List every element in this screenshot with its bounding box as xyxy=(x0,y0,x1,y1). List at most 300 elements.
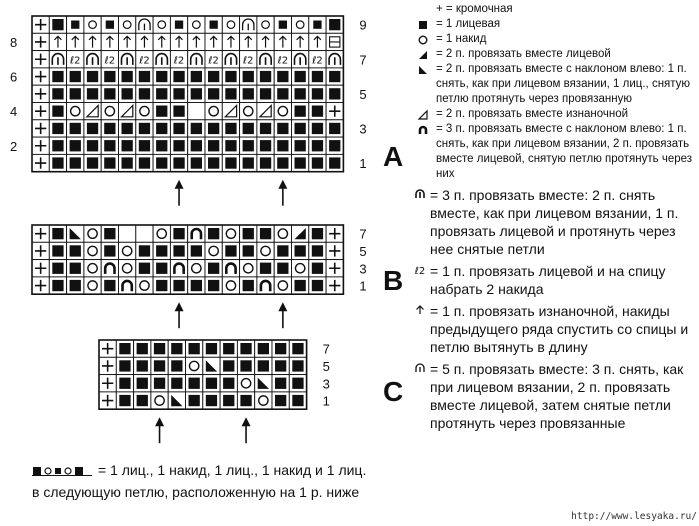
filled-square-icon xyxy=(292,360,303,371)
filled-square-icon xyxy=(243,123,254,134)
filled-square-icon xyxy=(156,88,167,99)
filled-square-icon xyxy=(277,123,288,134)
chart-cell xyxy=(257,16,274,33)
filled-square-icon xyxy=(52,280,63,291)
filled-square-icon xyxy=(312,245,323,256)
filled-square-icon xyxy=(208,157,219,168)
filled-square-icon xyxy=(173,88,184,99)
filled-square-icon xyxy=(277,88,288,99)
legend-item xyxy=(410,302,697,356)
filled-square-icon xyxy=(52,157,63,168)
filled-square-icon xyxy=(295,157,306,168)
filled-square-icon xyxy=(122,71,133,82)
filled-square-icon xyxy=(260,140,271,151)
two-loops-icon: ℓ2 xyxy=(139,55,150,67)
legend-item xyxy=(410,62,697,107)
filled-square-icon xyxy=(191,245,202,256)
filled-square-icon xyxy=(295,245,306,256)
legend-item xyxy=(410,47,697,62)
repeat-arrow-head xyxy=(175,302,184,311)
legend-item xyxy=(410,360,697,432)
filled-square-icon xyxy=(277,157,288,168)
chart-cell xyxy=(292,260,309,277)
filled-square-icon xyxy=(122,88,133,99)
filled-square-icon xyxy=(258,343,269,354)
repeat-arrow-head xyxy=(155,417,164,426)
chart-cell xyxy=(119,260,136,277)
filled-square-icon xyxy=(260,228,271,239)
filled-square-icon xyxy=(243,88,254,99)
legend-text: = 3 п. провязать вместе: 2 п. снять вместе, как при лицевом вязании, 1 п. провязать лицевой и протянуть через нее снятые петли xyxy=(430,187,679,257)
up-arrow-icon xyxy=(410,302,430,317)
chart-cell xyxy=(292,225,309,242)
filled-square-icon xyxy=(156,263,167,274)
filled-square-icon xyxy=(119,360,130,371)
legend-text: = 2 п. провязать вместе лицевой xyxy=(436,48,611,60)
two-loops-icon: ℓ2 xyxy=(70,55,81,67)
filled-square-icon xyxy=(191,140,202,151)
filled-square-icon xyxy=(295,88,306,99)
chart-cell xyxy=(222,16,239,33)
row-number: 3 xyxy=(322,376,330,392)
filled-square-icon xyxy=(87,88,98,99)
chart-cell xyxy=(168,392,185,409)
filled-square-icon xyxy=(292,395,303,406)
legend-text: = 2 п. провязать вместе изнаночной xyxy=(436,108,629,120)
filled-square-icon xyxy=(312,123,323,134)
chart-cell xyxy=(188,225,205,242)
row-number: 2 xyxy=(10,138,18,154)
chart-B xyxy=(32,225,403,328)
filled-square-icon xyxy=(208,263,219,274)
row-number: 8 xyxy=(10,34,18,50)
chart-cell xyxy=(151,392,168,409)
legend-text: = 1 накид xyxy=(436,33,487,45)
chart-cell xyxy=(188,260,205,277)
two-loops-icon: ℓ2 xyxy=(104,55,116,67)
filled-square-icon xyxy=(122,123,133,134)
circle-icon xyxy=(410,32,436,47)
filled-square-icon xyxy=(173,106,184,117)
row-number: 7 xyxy=(359,226,367,242)
filled-square-icon xyxy=(260,71,271,82)
filled-square-icon xyxy=(70,123,81,134)
filled-square-icon xyxy=(52,88,63,99)
triangle-left-icon xyxy=(410,62,436,77)
filled-square-icon xyxy=(189,343,200,354)
row-number: 7 xyxy=(359,52,367,68)
filled-square-icon xyxy=(154,360,165,371)
filled-square-icon xyxy=(87,71,98,82)
filled-square-icon xyxy=(139,140,150,151)
filled-square-icon xyxy=(191,157,202,168)
filled-square-icon xyxy=(295,123,306,134)
filled-square-icon xyxy=(191,88,202,99)
filled-square-icon xyxy=(225,88,236,99)
filled-square-icon xyxy=(139,123,150,134)
two-loops-icon: ℓ2 xyxy=(277,55,289,67)
filled-square-icon xyxy=(70,263,81,274)
repeat-arrow-head xyxy=(242,417,251,426)
filled-square-icon xyxy=(277,263,288,274)
five-decrease-icon xyxy=(410,360,430,375)
chart-cell xyxy=(274,225,291,242)
filled-square-icon xyxy=(243,71,254,82)
filled-square-icon xyxy=(208,88,219,99)
chart-cell xyxy=(67,103,84,120)
filled-square-icon xyxy=(156,280,167,291)
filled-square-icon xyxy=(208,140,219,151)
chart-cell xyxy=(136,277,153,294)
filled-square-icon xyxy=(139,71,150,82)
chart-cell xyxy=(119,242,136,259)
chart-cell xyxy=(84,225,101,242)
filled-square-icon xyxy=(70,280,81,291)
chart-C xyxy=(99,340,403,443)
filled-square-icon xyxy=(70,88,81,99)
filled-square-icon xyxy=(240,360,251,371)
filled-square-icon xyxy=(208,280,219,291)
chart-cell xyxy=(205,103,222,120)
chart-cell xyxy=(84,242,101,259)
filled-square-icon xyxy=(275,378,286,389)
filled-square-icon xyxy=(329,123,340,134)
row-number: 5 xyxy=(359,86,367,102)
chart-cell xyxy=(274,277,291,294)
filled-square-icon xyxy=(70,71,81,82)
legend-text: = 5 п. провязать вместе: 3 п. снять, как при лицевом вязании, 2 п. провязать вместе лицевой, затем снятые петли протянуть через провязанные xyxy=(430,361,684,431)
legend-item xyxy=(410,122,697,182)
filled-square-icon xyxy=(191,123,202,134)
filled-square-icon xyxy=(173,71,184,82)
filled-square-icon xyxy=(52,19,63,30)
chart-cell xyxy=(153,16,170,33)
legend-text: = 1 лицевая xyxy=(436,18,501,30)
circle-icon xyxy=(419,36,427,44)
filled-square-icon xyxy=(223,360,234,371)
legend-item xyxy=(410,262,697,298)
row-number: 5 xyxy=(322,358,330,374)
chart-cell xyxy=(153,225,170,242)
filled-square-icon xyxy=(225,123,236,134)
filled-square-icon xyxy=(208,123,219,134)
row-number: 6 xyxy=(10,69,18,85)
filled-square-icon xyxy=(312,140,323,151)
repeat-arrow-head xyxy=(278,180,287,189)
filled-square-icon xyxy=(243,157,254,168)
filled-square-icon xyxy=(52,123,63,134)
filled-square-icon xyxy=(104,245,115,256)
two-loops-icon xyxy=(410,262,430,277)
filled-square-icon xyxy=(225,245,236,256)
filled-square-icon xyxy=(275,343,286,354)
filled-square-icon xyxy=(171,360,182,371)
triangle-right-icon xyxy=(410,47,436,62)
filled-square-icon xyxy=(173,140,184,151)
filled-square-icon xyxy=(191,280,202,291)
filled-square-icon xyxy=(173,245,184,256)
chart-cell xyxy=(222,225,239,242)
filled-square-icon xyxy=(243,228,254,239)
filled-square-icon xyxy=(243,245,254,256)
small-square-icon xyxy=(210,21,218,29)
filled-square-icon xyxy=(292,378,303,389)
small-square-icon xyxy=(313,21,321,29)
filled-square-icon xyxy=(312,157,323,168)
filled-square-icon xyxy=(223,343,234,354)
legend-text: = 1 п. провязать изнаночной, накиды предыдущего ряда спустить со спицы и петлю вытянуть в длину xyxy=(430,303,689,355)
filled-square-icon xyxy=(295,140,306,151)
small-square-icon xyxy=(279,21,287,29)
two-loops-icon: ℓ2 xyxy=(208,55,219,67)
row-number: 9 xyxy=(359,17,367,33)
chart-A xyxy=(10,16,403,206)
filled-square-icon xyxy=(277,245,288,256)
filled-square-icon xyxy=(52,71,63,82)
filled-square-icon xyxy=(295,280,306,291)
filled-square-icon xyxy=(258,360,269,371)
double-arch-icon xyxy=(416,190,424,198)
row-number: 7 xyxy=(322,341,330,357)
filled-square-icon xyxy=(156,245,167,256)
filled-square-icon xyxy=(87,157,98,168)
repeat-arrow-head xyxy=(278,302,287,311)
filled-square-icon xyxy=(277,71,288,82)
legend-item xyxy=(410,107,697,122)
filled-square-icon xyxy=(243,140,254,151)
up-arrow-icon xyxy=(417,306,424,314)
chart-cell xyxy=(136,225,153,242)
filled-square-icon xyxy=(139,88,150,99)
filled-square-icon xyxy=(277,140,288,151)
row-number: 1 xyxy=(322,393,330,409)
filled-square-icon xyxy=(225,140,236,151)
filled-square-icon xyxy=(173,123,184,134)
filled-square-icon xyxy=(104,123,115,134)
legend-item xyxy=(410,186,697,258)
row-number: 4 xyxy=(10,104,18,120)
chart-cell xyxy=(101,103,118,120)
filled-square-icon xyxy=(119,395,130,406)
legend-item xyxy=(410,2,697,17)
filled-square-icon xyxy=(119,343,130,354)
legend-text: = 1 п. провязать лицевой и на спицу набрать 2 накида xyxy=(430,263,666,297)
filled-square-icon xyxy=(419,21,427,29)
filled-square-icon xyxy=(87,140,98,151)
chart-cell xyxy=(84,16,101,33)
filled-square-icon xyxy=(260,123,271,134)
chart-cell xyxy=(119,277,136,294)
filled-square-icon xyxy=(206,343,217,354)
bottom-note xyxy=(32,459,372,503)
filled-square-icon xyxy=(52,140,63,151)
filled-square-icon xyxy=(139,245,150,256)
arch-icon xyxy=(420,127,426,134)
filled-square-icon xyxy=(312,71,323,82)
watermark: http://www.lesyaka.ru/ xyxy=(571,511,697,522)
filled-square-icon xyxy=(173,228,184,239)
chart-cell xyxy=(67,225,84,242)
chart-cell xyxy=(257,242,274,259)
filled-square-icon xyxy=(122,157,133,168)
two-loops-icon: ℓ2 xyxy=(173,55,185,67)
chart-letter: B xyxy=(383,265,404,296)
chart-cell xyxy=(203,357,220,374)
triangle-outline-icon xyxy=(410,107,436,122)
filled-square-icon xyxy=(260,263,271,274)
filled-square-icon xyxy=(329,140,340,151)
chart-cell xyxy=(170,260,187,277)
filled-square-icon xyxy=(156,106,167,117)
chart-cell xyxy=(205,242,222,259)
filled-square-icon xyxy=(275,395,286,406)
dot-row-icon xyxy=(32,466,94,476)
chart-cell xyxy=(257,277,274,294)
filled-square-icon xyxy=(52,228,63,239)
chart-cell xyxy=(240,103,257,120)
filled-square-icon xyxy=(104,88,115,99)
filled-square-icon xyxy=(329,157,340,168)
filled-square-icon xyxy=(154,378,165,389)
triangle-left-icon xyxy=(419,66,427,74)
filled-square-icon xyxy=(52,263,63,274)
filled-square-icon xyxy=(189,395,200,406)
filled-square-icon xyxy=(292,343,303,354)
filled-square-icon xyxy=(206,395,217,406)
filled-square-icon xyxy=(208,228,219,239)
filled-square-icon xyxy=(240,395,251,406)
filled-square-icon xyxy=(240,343,251,354)
chart-cell xyxy=(186,357,203,374)
two-loops-icon: ℓ2 xyxy=(243,55,254,67)
filled-square-icon xyxy=(70,157,81,168)
filled-square-icon xyxy=(312,280,323,291)
filled-square-icon xyxy=(171,343,182,354)
row-number: 5 xyxy=(359,243,367,259)
filled-square-icon xyxy=(260,157,271,168)
row-number: 3 xyxy=(359,261,367,277)
filled-square-icon xyxy=(225,157,236,168)
filled-square-icon xyxy=(208,71,219,82)
legend-item xyxy=(410,32,697,47)
bottom-note-text: = 1 лиц., 1 накид, 1 лиц., 1 накид и 1 лиц. в следующую петлю, расположенную на 1 р. ниже xyxy=(32,462,367,500)
filled-square-icon xyxy=(189,378,200,389)
filled-square-icon xyxy=(171,378,182,389)
filled-square-icon xyxy=(191,71,202,82)
filled-square-icon xyxy=(137,343,148,354)
chart-cell xyxy=(188,16,205,33)
legend-text: + = кромочная xyxy=(436,3,513,15)
chart-cell xyxy=(136,103,153,120)
filled-square-icon xyxy=(295,106,306,117)
filled-square-icon xyxy=(312,106,323,117)
filled-square-icon xyxy=(156,71,167,82)
filled-square-icon xyxy=(104,228,115,239)
filled-square-icon xyxy=(70,245,81,256)
row-number: 3 xyxy=(359,121,367,137)
chart-letter: A xyxy=(383,141,404,172)
small-square-icon xyxy=(175,21,183,29)
chart-cell xyxy=(222,260,239,277)
filled-square-icon xyxy=(137,378,148,389)
legend-text: = 2 п. провязать вместе с наклоном влево: 1 п. снять, как при лицевом вязании, 1 лиц., снятую петлю протянуть через провязанную xyxy=(436,63,691,105)
filled-square-icon xyxy=(104,157,115,168)
filled-square-icon xyxy=(52,106,63,117)
filled-square-icon xyxy=(329,88,340,99)
small-square-icon xyxy=(71,21,79,29)
filled-square-icon xyxy=(312,88,323,99)
filled-square-icon xyxy=(122,140,133,151)
filled-square-icon xyxy=(139,263,150,274)
legend-text: = 3 п. провязать вместе с наклоном влево: 1 п. снять, как при лицевом вязании, 2 п. провязать вместе лицевой, снятую петлю протянуть через них xyxy=(436,123,693,180)
chart-cell xyxy=(255,392,272,409)
chart-cell xyxy=(101,260,118,277)
filled-square-icon xyxy=(139,157,150,168)
filled-square-icon xyxy=(275,360,286,371)
row-number: 1 xyxy=(359,278,367,294)
repeat-arrow-head xyxy=(175,180,184,189)
triangle-right-icon xyxy=(419,51,427,59)
arch-icon xyxy=(410,122,436,137)
two-loops-icon: ℓ2 xyxy=(414,266,426,277)
filled-square-icon xyxy=(312,228,323,239)
filled-square-icon xyxy=(223,378,234,389)
chart-cell xyxy=(84,260,101,277)
filled-square-icon xyxy=(173,280,184,291)
filled-square-icon xyxy=(104,140,115,151)
small-square-icon xyxy=(106,21,114,29)
filled-square-icon xyxy=(243,280,254,291)
filled-square-icon xyxy=(410,17,436,32)
double-arch-icon xyxy=(410,186,430,201)
filled-square-icon xyxy=(104,280,115,291)
chart-letter: C xyxy=(383,376,404,407)
two-loops-icon: ℓ2 xyxy=(312,55,323,67)
filled-square-icon xyxy=(156,140,167,151)
filled-square-icon xyxy=(156,157,167,168)
filled-square-icon xyxy=(223,395,234,406)
filled-square-icon xyxy=(70,140,81,151)
filled-square-icon xyxy=(52,245,63,256)
chart-cell xyxy=(222,277,239,294)
five-decrease-icon xyxy=(416,364,424,372)
chart-cell xyxy=(188,103,205,120)
filled-square-icon xyxy=(87,123,98,134)
chart-cell xyxy=(237,375,254,392)
legend xyxy=(410,2,697,432)
filled-square-icon xyxy=(329,19,340,30)
filled-square-icon xyxy=(312,263,323,274)
filled-square-icon xyxy=(156,123,167,134)
chart-cell xyxy=(119,16,136,33)
row-number: 1 xyxy=(359,156,367,172)
filled-square-icon xyxy=(104,71,115,82)
chart-cell xyxy=(84,277,101,294)
filled-square-icon xyxy=(329,71,340,82)
legend-item xyxy=(410,17,697,32)
filled-square-icon xyxy=(137,360,148,371)
filled-square-icon xyxy=(295,71,306,82)
filled-square-icon xyxy=(137,395,148,406)
filled-square-icon xyxy=(154,343,165,354)
filled-square-icon xyxy=(225,71,236,82)
filled-square-icon xyxy=(173,157,184,168)
chart-cell xyxy=(274,103,291,120)
filled-square-icon xyxy=(260,88,271,99)
filled-square-icon xyxy=(206,378,217,389)
triangle-outline-icon xyxy=(419,111,427,119)
chart-cell xyxy=(292,16,309,33)
